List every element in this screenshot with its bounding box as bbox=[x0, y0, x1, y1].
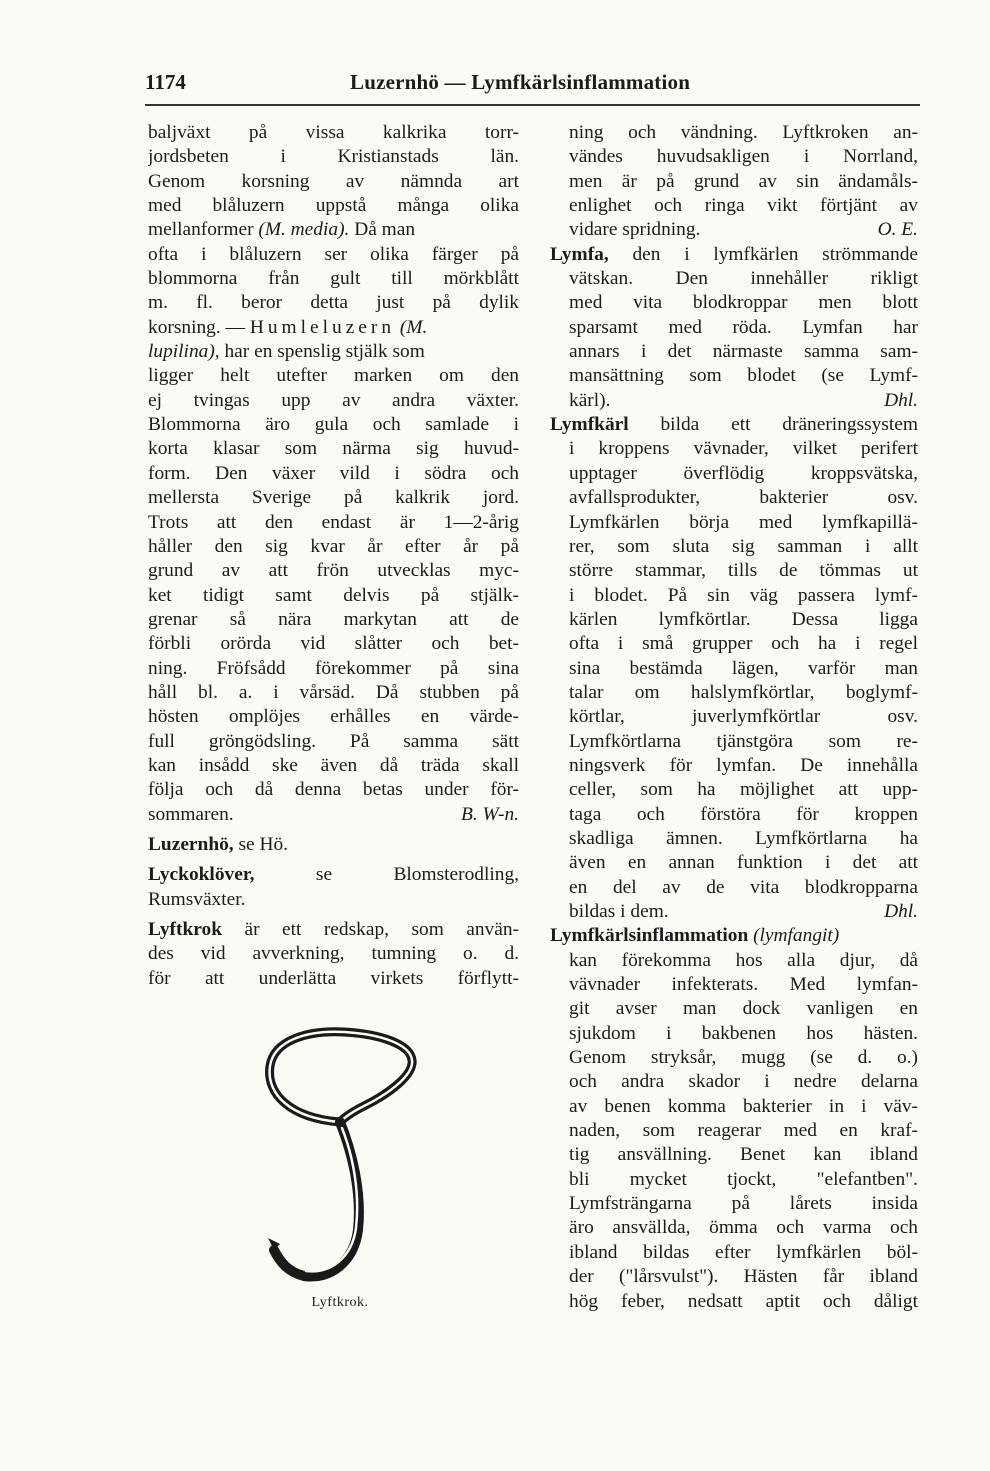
entry-lymfa: Lymfa, den i lymfkärlen strömmande bbox=[550, 243, 918, 265]
text-line: jordsbeten i Kristianstads län. bbox=[148, 146, 519, 168]
text-line: ningsverk för lymfan. De innehålla bbox=[569, 754, 918, 776]
text-line: korta klasar som närma sig huvud- bbox=[148, 438, 519, 460]
text-line: Rumsväxter. bbox=[148, 888, 246, 910]
text-line: hösten omplöjes erhålles en värde- bbox=[148, 706, 519, 728]
text-line: ning. Fröfsådd förekommer på sina bbox=[148, 657, 519, 679]
page-number: 1174 bbox=[145, 70, 186, 94]
latin-name: lupilina), bbox=[148, 341, 220, 363]
text-line: håller den sig kvar år efter år på bbox=[148, 535, 519, 557]
text-line: sjukdom i bakbenen hos hästen. bbox=[569, 1022, 918, 1044]
text-line: vidare spridning. O. E. bbox=[550, 218, 918, 242]
text-line: Blommorna äro gula och samlade i bbox=[148, 414, 519, 436]
text-line: baljväxt på vissa kalkrika torr- bbox=[148, 122, 519, 143]
text-line: full gröngödsling. På samma sätt bbox=[148, 730, 519, 752]
text-line: sina bestämda lägen, varför man bbox=[569, 657, 918, 679]
text-line: bli mycket tjockt, "elefantben". bbox=[569, 1168, 918, 1190]
text-line: och andra skador i nedre delarna bbox=[569, 1071, 918, 1093]
text-line: git avser man dock vanligen en bbox=[569, 998, 918, 1020]
latin-name: (lymfangit) bbox=[748, 925, 840, 947]
text-line: lupilina), har en spenslig stjälk som bbox=[148, 341, 425, 363]
text-line: korsning. — Humleluzern (M. bbox=[148, 316, 428, 338]
text-line: grenar så nära markytan att de bbox=[148, 608, 519, 630]
text-line: kärlen lymfkörtlar. Dessa ligga bbox=[569, 608, 918, 630]
text-line: bildas i dem. Dhl. bbox=[550, 900, 918, 924]
text-line: mansättning som blodet (se Lymf- bbox=[569, 365, 918, 387]
text-line: grund av att frön utvecklas myc- bbox=[148, 560, 519, 582]
text-line: i kroppens vävnader, vilket perifert bbox=[569, 438, 918, 460]
text-line: Lymfsträngarna på lårets insida bbox=[569, 1193, 918, 1215]
text-line: ket tidigt samt delvis på stjälk- bbox=[148, 584, 519, 606]
right-column bbox=[550, 121, 918, 1314]
header-rule bbox=[145, 104, 920, 106]
text-line: blommorna från gult till mörkblått bbox=[148, 268, 519, 290]
text-line: vätskan. Den innehåller rikligt bbox=[569, 268, 918, 290]
entry-headword: Lymfa, bbox=[550, 243, 609, 265]
text-line: vändes huvudsakligen i Norrland, bbox=[569, 146, 918, 168]
author-signature: O. E. bbox=[877, 219, 918, 241]
text-line: Genom stryksår, mugg (se d. o.) bbox=[569, 1047, 918, 1069]
text-line: med vita blodkroppar men blott bbox=[569, 292, 918, 314]
text-line: kan förekomma hos alla djur, då bbox=[569, 949, 918, 971]
text-line: skadliga ämnen. Lymfkörtlarna ha bbox=[569, 827, 918, 849]
text-line: förbli orörda vid slåtter och bet- bbox=[148, 633, 519, 655]
text-line: kärl). Dhl. bbox=[550, 389, 918, 413]
page-header bbox=[145, 70, 920, 102]
text-line: körtlar, juverlymfkörtlar osv. bbox=[569, 706, 918, 728]
text-line: större stammar, tills de tömmas ut bbox=[569, 560, 918, 582]
text-line: hög feber, nedsatt aptit och dåligt bbox=[569, 1290, 918, 1312]
text-line: talar om halslymfkörtlar, boglymf- bbox=[569, 681, 918, 703]
spaced-term: Humleluzern bbox=[249, 316, 396, 338]
text-line: vävnader infekterats. Med lymfan- bbox=[569, 974, 918, 996]
text-line: för att underlätta virkets förflytt- bbox=[148, 967, 519, 989]
text-line: avfallsprodukter, bakterier osv. bbox=[569, 487, 918, 509]
text-line: kan insådd ske även då träda skall bbox=[148, 754, 519, 776]
text-line: ofta i små grupper och ha i regel bbox=[569, 633, 918, 655]
text-line: av benen komma bakterier in i väv- bbox=[569, 1095, 918, 1117]
entry-headword: Lyckoklöver, bbox=[148, 864, 255, 886]
entry-headword: Lymfkärlsinflammation bbox=[550, 925, 749, 947]
text-line: naden, som reagerar med en kraf- bbox=[569, 1120, 918, 1142]
lyftkrok-illustration bbox=[260, 1022, 420, 1292]
text-line: m. fl. beror detta just på dylik bbox=[148, 292, 519, 314]
entry-headword: Lymfkärl bbox=[550, 414, 629, 436]
text-line: sparsamt med röda. Lymfan har bbox=[569, 316, 918, 338]
entry-lyftkrok: Lyftkrok är ett redskap, som använ- bbox=[148, 919, 519, 940]
text-line: ning och vändning. Lyftkroken an- bbox=[569, 122, 918, 143]
text-line: men är på grund av sin ändamåls- bbox=[569, 170, 918, 192]
text-line: ej tvingas upp av andra växter. bbox=[148, 389, 519, 411]
running-title: Luzernhö — Lymfkärlsinflammation bbox=[350, 70, 691, 94]
entry-lymfkarl: Lymfkärl bilda ett dräneringssystem bbox=[550, 414, 918, 436]
text-line: enlighet och ringa vikt förtjänt av bbox=[569, 195, 918, 217]
text-line: sommaren. B. W-n. bbox=[148, 803, 519, 827]
entry-lyckoklover: Lyckoklöver, se Blomsterodling, bbox=[148, 864, 519, 886]
text-line: ligger helt utefter marken om den bbox=[148, 365, 519, 387]
text-line: celler, som ha möjlighet att upp- bbox=[569, 779, 918, 801]
text-line: upptager överflödig kroppsvätska, bbox=[569, 462, 918, 484]
text-line: rer, som sluta sig samman i allt bbox=[569, 535, 918, 557]
text-line: taga och förstöra för kroppen bbox=[569, 803, 918, 825]
entry-lymfkarlsinflammation bbox=[550, 924, 918, 948]
entry-headword: Luzernhö, bbox=[148, 833, 234, 855]
text-line: annars i det närmaste samma sam- bbox=[569, 341, 918, 363]
text-line: ofta i blåluzern ser olika färger på bbox=[148, 243, 519, 265]
author-signature: B. W-n. bbox=[461, 803, 519, 825]
text-line: mellersta Sverige på kalkrik jord. bbox=[148, 487, 519, 509]
left-column bbox=[148, 121, 519, 991]
text-line: Lymfkörtlarna tjänstgöra som re- bbox=[569, 730, 918, 752]
text-line: Genom korsning av nämnda art bbox=[148, 170, 519, 192]
author-signature: Dhl. bbox=[884, 901, 918, 922]
text-line: i blodet. På sin väg passera lymf- bbox=[569, 584, 918, 606]
text-line: håll bl. a. i vårsäd. Då stubben på bbox=[148, 681, 519, 703]
text-line: Lymfkärlen börja med lymfkapillä- bbox=[569, 511, 918, 533]
text-line: mellanformer (M. media). Då man bbox=[148, 219, 416, 241]
text-line: ibland bildas efter lymfkärlen böl- bbox=[569, 1241, 918, 1263]
text-line: form. Den växer vild i södra och bbox=[148, 462, 519, 484]
text-line: Trots att den endast är 1—2-årig bbox=[148, 511, 519, 533]
text-line: äro ansvällda, ömma och varma och bbox=[569, 1217, 918, 1239]
text-line: med blåluzern uppstå många olika bbox=[148, 195, 519, 217]
entry-headword: Lyftkrok bbox=[148, 919, 222, 940]
text-line: en del av de vita blodkropparna bbox=[569, 876, 918, 898]
text-line: följa och då denna betas under för- bbox=[148, 779, 519, 801]
text-line: även en annan funktion i det att bbox=[569, 852, 918, 874]
author-signature: Dhl. bbox=[884, 389, 918, 411]
figure-caption: Lyftkrok. bbox=[311, 1295, 369, 1310]
text-line: der ("lårsvulst"). Hästen får ibland bbox=[569, 1266, 918, 1288]
entry-luzernho: Luzernhö, se Hö. bbox=[148, 833, 289, 855]
latin-name: (M. media). bbox=[258, 219, 350, 241]
text-line: des vid avverkning, tumning o. d. bbox=[148, 943, 519, 965]
text-line: tig ansvällning. Benet kan ibland bbox=[569, 1144, 918, 1166]
